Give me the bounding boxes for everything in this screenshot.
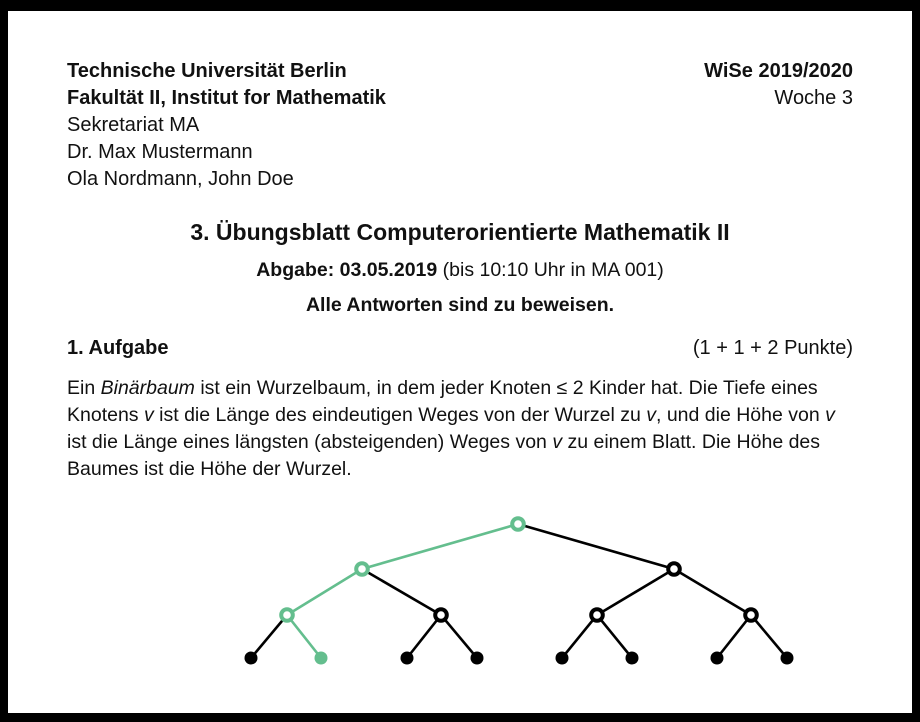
semester-label: WiSe 2019/2020 bbox=[704, 60, 853, 82]
header-left-block bbox=[67, 58, 386, 193]
task-heading-row bbox=[67, 335, 853, 361]
university-name: Technische Universität Berlin bbox=[67, 60, 347, 82]
tree-leaf-node bbox=[471, 652, 484, 665]
tree-internal-node bbox=[668, 563, 680, 575]
tree-edge bbox=[441, 615, 477, 658]
paragraph-line bbox=[67, 375, 853, 402]
task-points: (1 + 1 + 2 Punkte) bbox=[692, 337, 853, 359]
tree-edge bbox=[407, 615, 441, 658]
tree-edge bbox=[287, 615, 321, 658]
tree-leaf-node bbox=[315, 652, 328, 665]
paragraph-line bbox=[67, 456, 853, 483]
secretariat-line: Sekretariat MA bbox=[67, 114, 200, 136]
tree-edge bbox=[751, 615, 787, 658]
submission-line bbox=[67, 258, 853, 282]
tree-edge bbox=[597, 569, 674, 615]
lecturer-line: Dr. Max Mustermann bbox=[67, 141, 253, 163]
submission-deadline: Abgabe: 03.05.2019 bbox=[256, 259, 438, 281]
paragraph-line bbox=[67, 402, 853, 429]
text-segment: ist die Länge eines längsten (absteigenden) Weges von bbox=[67, 431, 553, 453]
header-right-block bbox=[704, 58, 853, 112]
tree-edge bbox=[362, 569, 441, 615]
tree-leaf-node bbox=[556, 652, 569, 665]
tree-svg bbox=[67, 489, 920, 681]
term-binaerbaum: Binärbaum bbox=[100, 377, 195, 399]
tree-internal-node bbox=[435, 609, 447, 621]
page-content bbox=[8, 11, 912, 681]
text-segment: , und die Höhe von bbox=[655, 404, 826, 426]
tree-edge bbox=[287, 569, 362, 615]
text-segment: zu einem Blatt. Die Höhe des bbox=[562, 431, 821, 453]
sheet-title: 3. Übungsblatt Computerorientierte Mathematik II bbox=[190, 219, 730, 245]
proof-notice: Alle Antworten sind zu beweisen. bbox=[305, 294, 615, 316]
var-v: v bbox=[646, 404, 656, 426]
task-paragraph bbox=[67, 375, 853, 483]
var-v: v bbox=[552, 431, 563, 453]
tree-edge bbox=[518, 524, 674, 569]
tree-leaf-node bbox=[711, 652, 724, 665]
tree-leaf-node bbox=[245, 652, 258, 665]
tree-edge bbox=[362, 524, 518, 569]
header bbox=[67, 58, 853, 193]
tree-edge bbox=[717, 615, 751, 658]
text-segment: ist die Länge des eindeutigen Weges von der Wurzel zu bbox=[153, 404, 647, 426]
tree-leaf-node bbox=[626, 652, 639, 665]
tree-edge bbox=[562, 615, 597, 658]
assistants-line: Ola Nordmann, John Doe bbox=[67, 168, 294, 190]
tree-leaf-node bbox=[781, 652, 794, 665]
tree-edge bbox=[251, 615, 287, 658]
week-label: Woche 3 bbox=[774, 87, 853, 109]
var-v: v bbox=[825, 404, 835, 426]
submission-details: (bis 10:10 Uhr in MA 001) bbox=[437, 259, 664, 281]
text-segment: Baumes ist die Höhe der Wurzel. bbox=[67, 458, 352, 480]
paragraph-line bbox=[67, 429, 853, 456]
tree-edge bbox=[674, 569, 751, 615]
tree-internal-node bbox=[745, 609, 757, 621]
faculty-name: Fakultät II, Institut for Mathematik bbox=[67, 87, 386, 109]
binary-tree-figure bbox=[67, 489, 853, 681]
text-segment: ist ein Wurzelbaum, in dem jeder Knoten ≤ 2 Kinder hat. Die Tiefe eines bbox=[194, 377, 818, 399]
text-segment: Knotens bbox=[67, 404, 144, 426]
tree-internal-node bbox=[591, 609, 603, 621]
tree-internal-node bbox=[512, 518, 524, 530]
tree-internal-node bbox=[281, 609, 293, 621]
text-segment: Ein bbox=[67, 377, 101, 399]
task-label: 1. Aufgabe bbox=[67, 337, 169, 359]
tree-edge bbox=[597, 615, 632, 658]
var-v: v bbox=[143, 404, 154, 426]
tree-leaf-node bbox=[401, 652, 414, 665]
tree-internal-node bbox=[356, 563, 368, 575]
